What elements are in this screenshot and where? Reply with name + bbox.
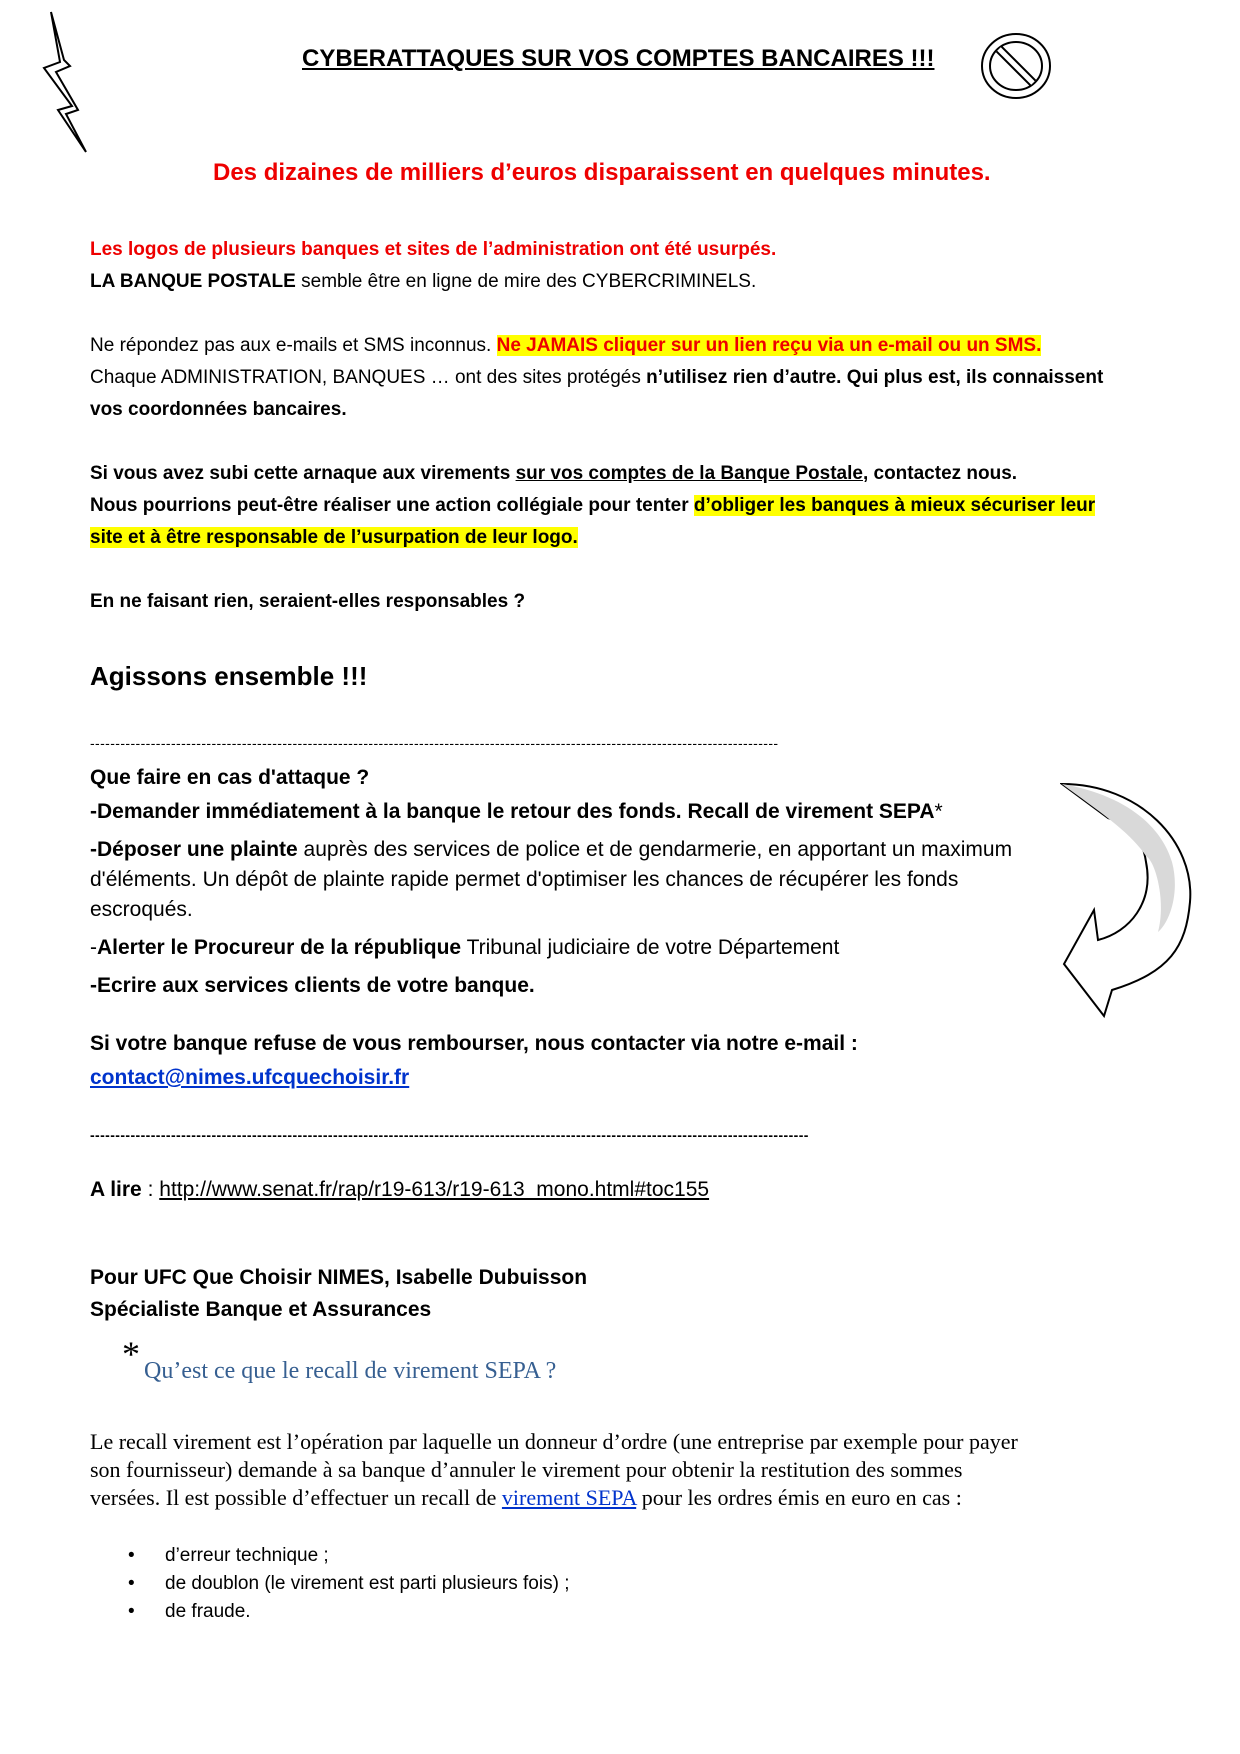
victims-line-2 (90, 494, 1095, 518)
banque-postale-rest: semble être en ligne de mire des CYBERCRIMINELS. (295, 271, 757, 292)
warning-highlight: Ne JAMAIS cliquer sur un lien reçu via un e-mail ou un SMS. (496, 335, 1042, 356)
warning-line-2-bold: n’utilisez rien d’autre. Qui plus est, ils connaissent (646, 367, 1104, 388)
signature-line-1: Pour UFC Que Choisir NIMES, Isabelle Dubuisson (90, 1266, 588, 1289)
recall-star: * (122, 1334, 140, 1374)
banque-postale-line (90, 270, 756, 294)
banque-postale-bold: LA BANQUE POSTALE (90, 271, 296, 292)
page-subtitle: Des dizaines de milliers d’euros disparaissent en quelques minutes. (213, 159, 991, 186)
warning-plain: Ne répondez pas aux e-mails et SMS inconnus. (90, 335, 497, 356)
step-3-dash: - (90, 936, 97, 959)
page-title: CYBERATTAQUES SUR VOS COMPTES BANCAIRES !!! (302, 45, 935, 72)
victims-line-1-b: , contactez nous. (862, 463, 1018, 484)
curved-arrow-icon (1060, 782, 1195, 1022)
logos-text: Les logos de plusieurs banques et sites de l’administration ont été usurpés. (90, 239, 777, 260)
bullet-dot-1: • (128, 1545, 135, 1566)
recall-paragraph-line-1: Le recall virement est l’opération par laquelle un donneur d’ordre (une entreprise par exemple pour payer (90, 1429, 1018, 1454)
bullet-dot-3: • (128, 1601, 135, 1622)
step-2-bold: -Déposer une plainte (90, 838, 298, 861)
step-2-line-3: escroqués. (90, 898, 193, 921)
slogan: Agissons ensemble !!! (90, 661, 368, 691)
victims-line-1-a: Si vous avez subi cette arnaque aux virements (90, 463, 516, 484)
victims-line-1-underlined: sur vos comptes de la Banque Postale (515, 463, 863, 484)
step-1 (90, 800, 943, 824)
recall-p3-a: versées. Il est possible d’effectuer un recall de (90, 1485, 502, 1510)
prohibited-icon (978, 30, 1054, 102)
step-3-rest: Tribunal judiciaire de votre Département (461, 936, 840, 959)
step-2-line-2: d'éléments. Un dépôt de plainte rapide permet d'optimiser les chances de récupérer les fonds (90, 868, 959, 891)
read-label: A lire (90, 1178, 142, 1201)
question-text: En ne faisant rien, seraient-elles responsables ? (90, 591, 526, 612)
separator-2: ---------------------------------------------------------------------------------------------------------------------------------------------- (90, 1127, 809, 1143)
step-3-bold: Alerter le Procureur de la république (97, 936, 462, 959)
read-line (90, 1178, 709, 1202)
separator-1: ---------------------------------------------------------------------------------------------------------------------------------------- (90, 735, 779, 751)
victims-line-3-highlight: site et à être responsable de l’usurpation de leur logo. (90, 527, 578, 548)
victims-line-1 (90, 462, 1017, 486)
bullet-item-1: d’erreur technique ; (165, 1545, 329, 1566)
step-4: -Ecrire aux services clients de votre banque. (90, 974, 535, 997)
recall-heading: Qu’est ce que le recall de virement SEPA ? (144, 1358, 557, 1384)
victims-line-2-a: Nous pourrions peut-être réaliser une action collégiale pour tenter (90, 495, 694, 516)
recall-p3-b: pour les ordres émis en euro en cas : (636, 1485, 962, 1510)
warning-line-2 (90, 366, 1103, 390)
steps-heading: Que faire en cas d'attaque ? (90, 766, 370, 789)
contact-text: Si votre banque refuse de vous rembourser, nous contacter via notre e-mail : (90, 1032, 858, 1055)
bullet-item-2: de doublon (le virement est parti plusieurs fois) ; (165, 1573, 570, 1594)
bullet-item-3: de fraude. (165, 1601, 251, 1622)
step-1-star: * (934, 800, 943, 823)
step-1-text: -Demander immédiatement à la banque le retour des fonds. Recall de virement SEPA (90, 800, 935, 823)
lightning-bolt-icon (36, 10, 91, 155)
step-3 (90, 936, 839, 960)
recall-paragraph-line-3 (90, 1484, 962, 1512)
step-2-text: auprès des services de police et de gendarmerie, en apportant un maximum (297, 838, 1013, 861)
bullet-dot-2: • (128, 1573, 135, 1594)
warning-line-1 (90, 334, 1041, 358)
warning-line-3: vos coordonnées bancaires. (90, 399, 347, 420)
step-2-line-1 (90, 838, 1012, 862)
victims-line-3 (90, 526, 578, 550)
warning-line-2-plain: Chaque ADMINISTRATION, BANQUES … ont des sites protégés (90, 367, 647, 388)
virement-sepa-link[interactable]: virement SEPA (501, 1485, 637, 1510)
read-url-link[interactable]: http://www.senat.fr/rap/r19-613/r19-613_mono.html#toc155 (159, 1178, 710, 1201)
signature-line-2: Spécialiste Banque et Assurances (90, 1298, 432, 1321)
victims-line-2-highlight: d’obliger les banques à mieux sécuriser leur (693, 495, 1096, 516)
recall-paragraph-line-2: son fournisseur) demande à sa banque d’annuler le virement pour obtenir la restitution des sommes (90, 1457, 963, 1482)
read-sep: : (141, 1178, 160, 1201)
contact-email-link[interactable]: contact@nimes.ufcquechoisir.fr (90, 1066, 410, 1089)
